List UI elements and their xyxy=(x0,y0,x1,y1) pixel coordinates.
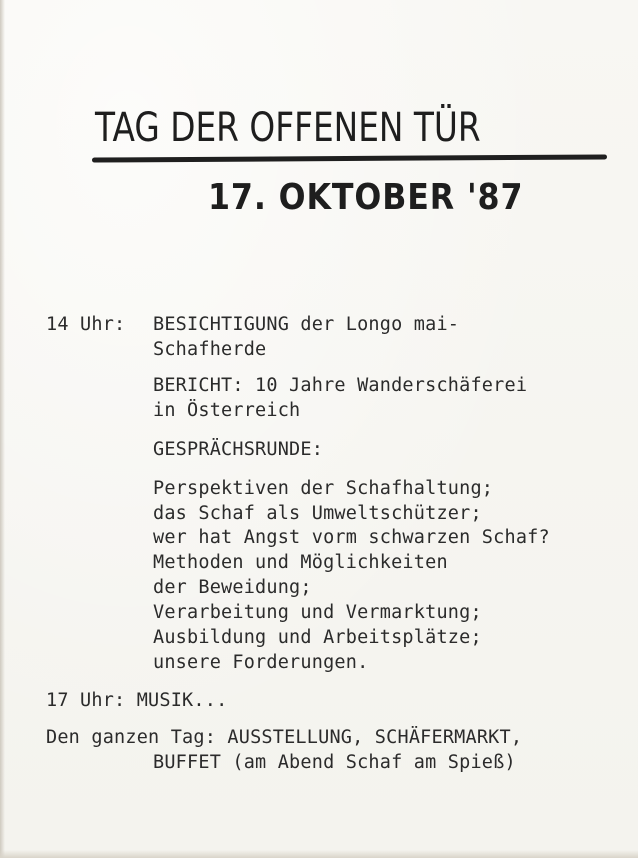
topic-line: Verarbeitung und Vermarktung; xyxy=(153,602,482,623)
topic-line: wer hat Angst vorm schwarzen Schaf? xyxy=(153,527,550,548)
topic-line: der Beweidung; xyxy=(153,577,312,598)
topic-line: Methoden und Möglichkeiten xyxy=(153,552,448,573)
topic-line: unsere Forderungen. xyxy=(153,652,369,673)
event-date: 17. OKTOBER '87 xyxy=(208,177,524,218)
title-underline xyxy=(92,154,607,162)
paper-edge-left xyxy=(0,0,5,858)
allday-line-2: BUFFET (am Abend Schaf am Spieß) xyxy=(153,752,516,773)
bericht-line-2: in Österreich xyxy=(153,400,301,421)
allday-line-1: Den ganzen Tag: AUSSTELLUNG, SCHÄFERMARKT, xyxy=(46,727,523,748)
besichtigung-line-2: Schafherde xyxy=(153,339,267,360)
musik-line: 17 Uhr: MUSIK... xyxy=(46,690,228,711)
time-label-14: 14 Uhr: xyxy=(46,314,126,335)
flyer-title: TAG DER OFFENEN TÜR xyxy=(95,105,481,151)
topic-line: Perspektiven der Schafhaltung; xyxy=(153,478,494,499)
gespraechsrunde-heading: GESPRÄCHSRUNDE: xyxy=(153,439,324,460)
besichtigung-line-1: BESICHTIGUNG der Longo mai- xyxy=(153,314,460,335)
topic-line: das Schaf als Umweltschützer; xyxy=(153,503,482,524)
bericht-line-1: BERICHT: 10 Jahre Wanderschäferei xyxy=(153,375,528,396)
paper-edge-bottom xyxy=(0,850,638,858)
topic-line: Ausbildung und Arbeitsplätze; xyxy=(153,627,482,648)
